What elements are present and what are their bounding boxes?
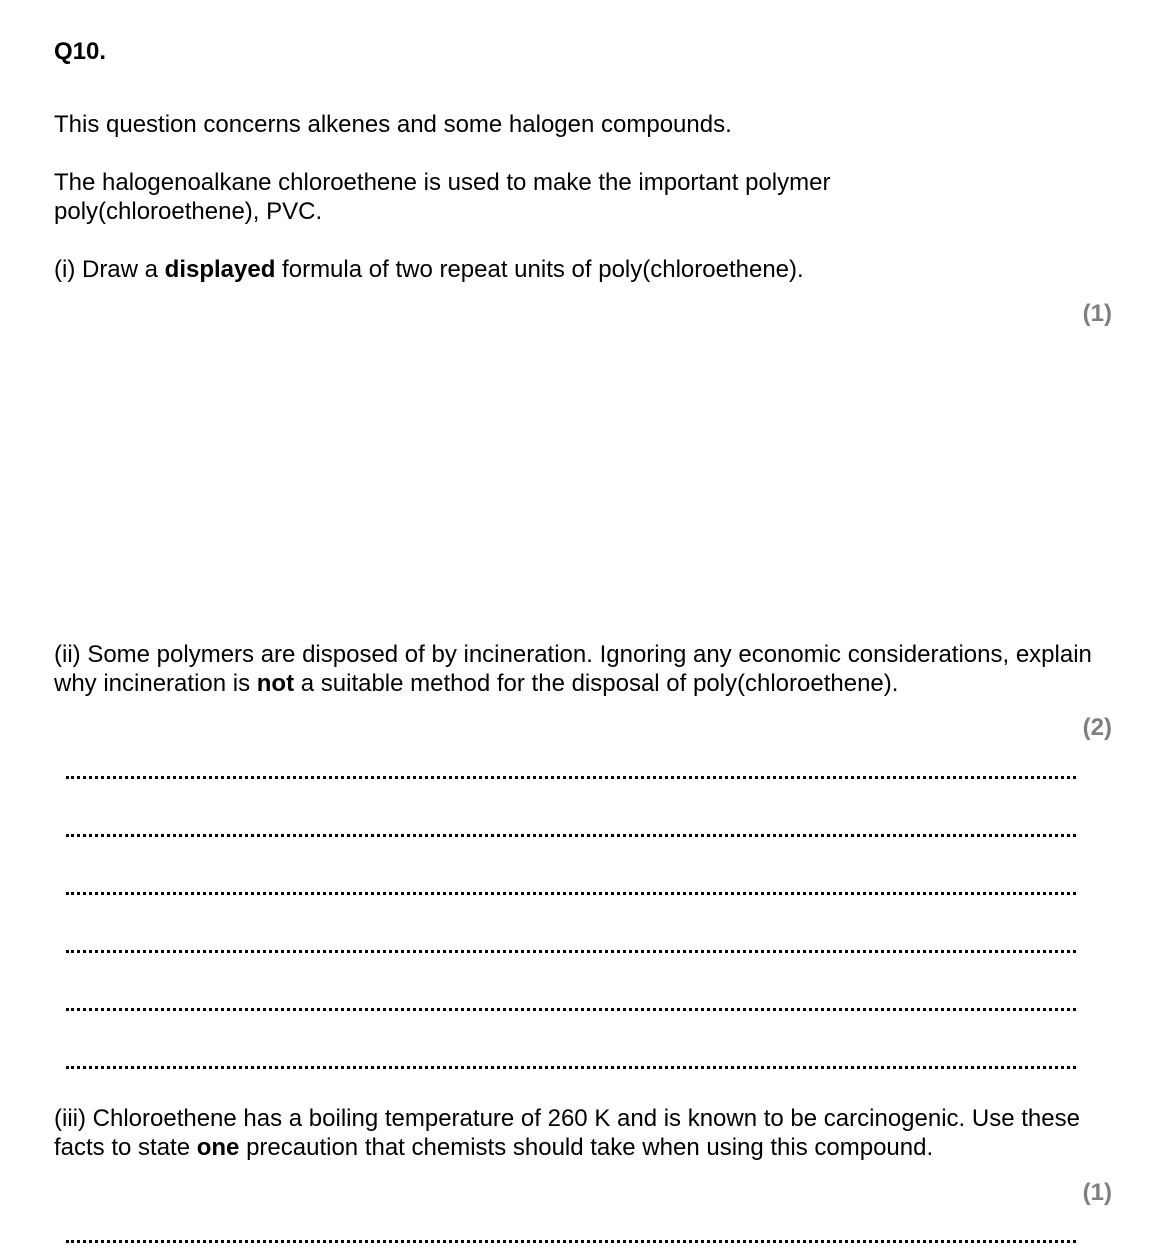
part-iii-text-pre: (iii) Chloroethene has a boiling temperature of 260 K and is known to be carcinogenic. Use these facts to state	[54, 1105, 1080, 1161]
answer-line[interactable]	[66, 950, 1076, 953]
answer-line[interactable]	[66, 1008, 1076, 1011]
answer-line[interactable]	[66, 1240, 1076, 1243]
answer-line[interactable]	[66, 834, 1076, 837]
part-i-text-bold: displayed	[164, 256, 276, 283]
answer-line[interactable]	[66, 776, 1076, 779]
drawing-answer-area[interactable]	[54, 335, 1114, 625]
part-ii-text-post: a suitable method for the disposal of poly(chloroethene).	[294, 670, 899, 697]
answer-line[interactable]	[66, 892, 1076, 895]
part-i-marks: (1)	[1082, 300, 1112, 327]
part-ii-text-bold: not	[256, 670, 295, 697]
part-i-text-pre: (i) Draw a	[54, 256, 165, 283]
part-i-question	[54, 255, 1124, 284]
part-ii-question	[54, 640, 1104, 698]
part-ii-text-pre: (ii) Some polymers are disposed of by incineration. Ignoring any economic considerations, explain why incineration is	[54, 641, 1092, 697]
part-iii-question	[54, 1104, 1114, 1162]
part-iii-marks: (1)	[1082, 1179, 1112, 1206]
answer-line[interactable]	[66, 1066, 1076, 1069]
part-iii-text-post: precaution that chemists should take when using this compound.	[239, 1134, 934, 1161]
intro-text: This question concerns alkenes and some halogen compounds.	[54, 111, 732, 138]
part-ii-marks: (2)	[1082, 714, 1112, 741]
part-iii-text-bold: one	[196, 1134, 240, 1161]
context-text: The halogenoalkane chloroethene is used to make the important polymer poly(chloroethene), PVC.	[54, 169, 831, 225]
part-i-text-post: formula of two repeat units of poly(chloroethene).	[275, 256, 804, 283]
question-number: Q10.	[54, 38, 107, 65]
